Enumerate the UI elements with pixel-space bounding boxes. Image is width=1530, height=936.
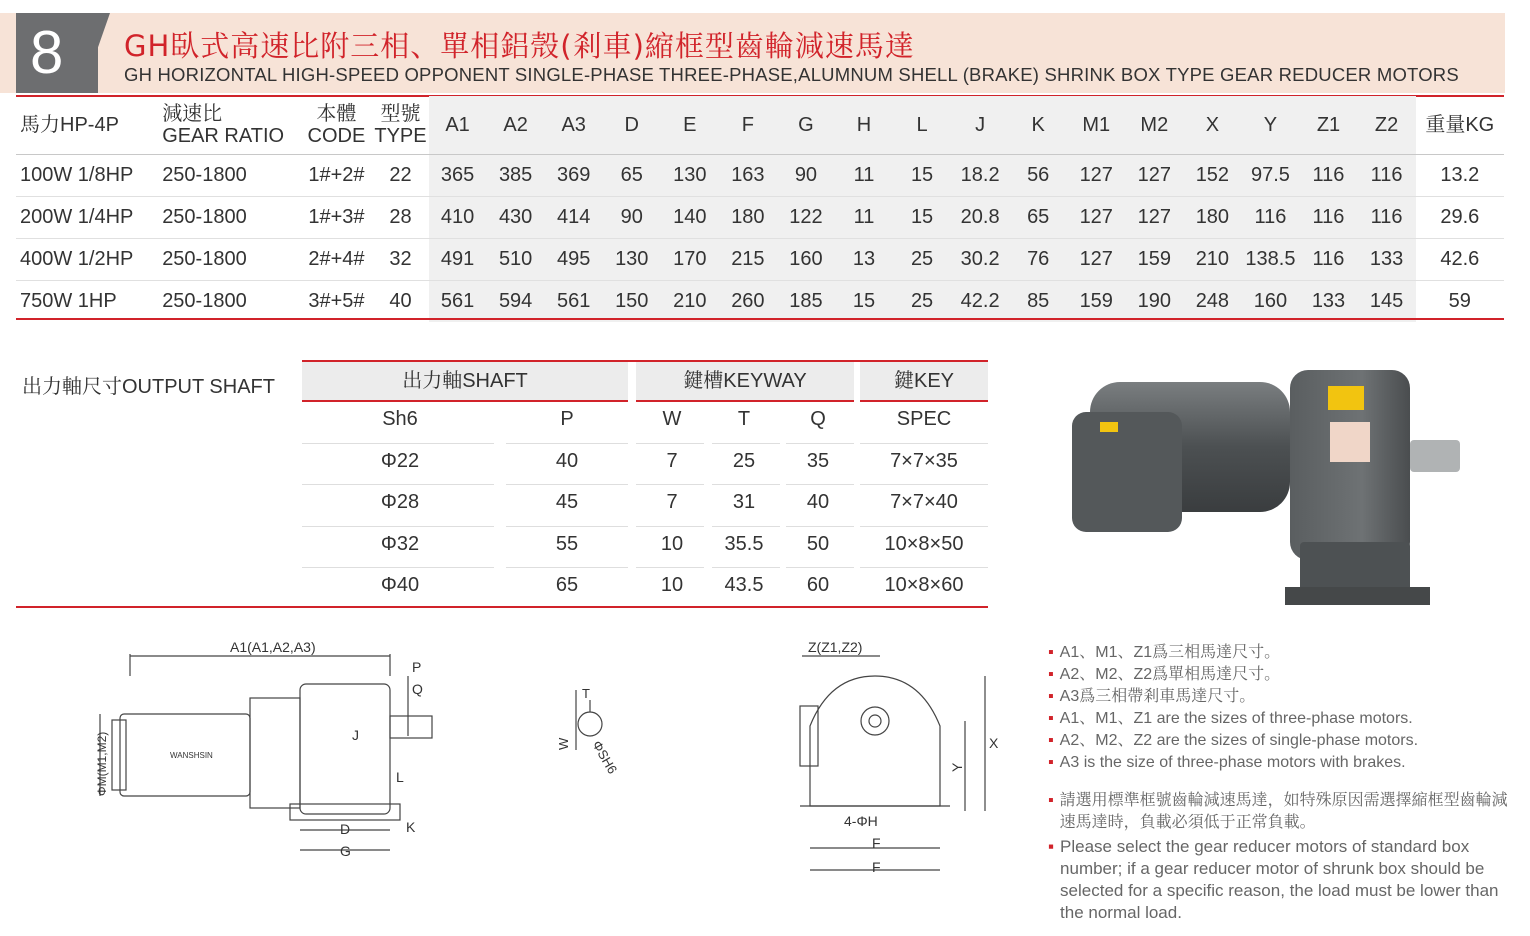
cell-dim: 180 xyxy=(1183,197,1241,239)
shaft-cell: 35.5 xyxy=(724,532,764,555)
shaft-cell: 40 xyxy=(555,449,579,472)
cell-dim: 127 xyxy=(1067,239,1125,281)
cell-dim: 510 xyxy=(487,239,545,281)
row-separator xyxy=(860,443,988,444)
spec-table xyxy=(16,96,1504,322)
shaft-cell: 7 xyxy=(666,491,678,513)
shaft-col-header: SPEC xyxy=(896,408,952,430)
col-d: D xyxy=(603,96,661,155)
cell-dim: 594 xyxy=(487,281,545,323)
cell-dim: 65 xyxy=(603,155,661,197)
row-separator xyxy=(506,484,628,485)
dim-g-label: G xyxy=(340,843,351,859)
product-photo xyxy=(1060,362,1460,622)
cell-dim: 116 xyxy=(1299,155,1357,197)
row-separator xyxy=(786,443,854,444)
brand-label: WANSHSIN xyxy=(170,751,213,760)
col-x: X xyxy=(1183,96,1241,155)
front-view-drawing xyxy=(790,636,1000,878)
dim-h-label: 4-ΦH xyxy=(844,813,878,829)
cell-ratio: 250-1800 xyxy=(158,197,300,239)
cell-code: 1#+3# xyxy=(300,197,372,239)
row-separator xyxy=(712,526,780,527)
cell-dim: 159 xyxy=(1125,239,1183,281)
cell-dim: 163 xyxy=(719,155,777,197)
cell-dim: 127 xyxy=(1067,197,1125,239)
col-a1: A1 xyxy=(429,96,487,155)
cell-dim: 122 xyxy=(777,197,835,239)
cell-type: 40 xyxy=(372,281,428,323)
shaft-cell: 7×7×35 xyxy=(890,449,958,472)
cell-dim: 20.8 xyxy=(951,197,1009,239)
cell-ratio: 250-1800 xyxy=(158,281,300,323)
cell-dim: 210 xyxy=(1183,239,1241,281)
cell-dim: 127 xyxy=(1067,155,1125,197)
note-line: ▪ A2、M2、Z2爲單相馬達尺寸。 xyxy=(1048,666,1281,683)
shaft-cell: 7 xyxy=(666,449,678,472)
dim-k-label: K xyxy=(406,819,416,835)
col-type: 型號 TYPE xyxy=(374,103,427,147)
note-para-en: ▪ Please select the gear reducer motors of standard box number; if a gear reducer motor of shrunk box should be selected for a specific reason, the load must be lower than the normal load. xyxy=(1048,837,1499,922)
row-separator xyxy=(712,567,780,568)
title-cn: GH臥式高速比附三相、單相鋁殼(剎車)縮框型齒輪減速馬達 xyxy=(124,29,915,63)
note-line: ▪ A1、M1、Z1爲三相馬達尺寸。 xyxy=(1048,644,1281,661)
cell-power: 200W 1/4HP xyxy=(16,197,158,239)
cell-dim: 152 xyxy=(1183,155,1241,197)
notes-list xyxy=(1048,642,1518,774)
dim-f2-label: F xyxy=(872,859,881,875)
cell-type: 22 xyxy=(372,155,428,197)
cell-dim: 116 xyxy=(1358,155,1416,197)
shaft-cell: 45 xyxy=(555,491,579,513)
shaft-cell: 7×7×40 xyxy=(890,491,958,513)
shaft-cell: 10 xyxy=(660,574,684,596)
group-shaft: 出力軸SHAFT xyxy=(302,362,628,400)
note-line: ▪ A3爲三相帶剎車馬達尺寸。 xyxy=(1048,688,1256,705)
col-g: G xyxy=(777,96,835,155)
row-separator xyxy=(786,526,854,527)
shaft-top-rule xyxy=(302,360,988,362)
col-z1: Z1 xyxy=(1299,96,1357,155)
cell-dim: 90 xyxy=(777,155,835,197)
shaft-cell: 25 xyxy=(732,449,756,472)
col-a3: A3 xyxy=(545,96,603,155)
shaft-cell: Φ32 xyxy=(380,532,420,555)
dim-f1-label: F xyxy=(872,835,881,851)
shaft-cell: 60 xyxy=(806,574,830,596)
cell-dim: 410 xyxy=(429,197,487,239)
shaft-cell: 40 xyxy=(806,491,830,513)
shaft-col-header: Sh6 xyxy=(382,408,418,430)
cell-dim: 130 xyxy=(603,239,661,281)
cell-dim: 15 xyxy=(893,155,951,197)
cell-dim: 15 xyxy=(893,197,951,239)
row-separator xyxy=(636,484,704,485)
cell-weight: 59 xyxy=(1416,281,1504,323)
cell-power: 400W 1/2HP xyxy=(16,239,158,281)
cell-dim: 160 xyxy=(777,239,835,281)
cell-dim: 116 xyxy=(1358,197,1416,239)
table-row xyxy=(16,281,1504,323)
cell-dim: 160 xyxy=(1241,281,1299,323)
cell-dim: 25 xyxy=(893,281,951,323)
row-separator xyxy=(302,526,494,527)
shaft-cell: 10×8×60 xyxy=(884,574,964,596)
cell-dim: 495 xyxy=(545,239,603,281)
dim-a-label: A1(A1,A2,A3) xyxy=(230,639,316,655)
row-separator xyxy=(786,484,854,485)
col-j: J xyxy=(951,96,1009,155)
col-power: 馬力HP-4P xyxy=(20,114,119,136)
note-line: ▪ A1、M1、Z1 are the sizes of three-phase motors. xyxy=(1048,710,1413,727)
cell-dim: 18.2 xyxy=(951,155,1009,197)
dim-w-label: W xyxy=(556,737,571,750)
cell-dim: 215 xyxy=(719,239,777,281)
cell-dim: 85 xyxy=(1009,281,1067,323)
col-weight: 重量KG xyxy=(1425,114,1495,136)
cell-power: 100W 1/8HP xyxy=(16,155,158,197)
cell-dim: 90 xyxy=(603,197,661,239)
cell-ratio: 250-1800 xyxy=(158,155,300,197)
shaft-cell: 50 xyxy=(806,532,830,555)
col-m2: M2 xyxy=(1125,96,1183,155)
table-row xyxy=(16,155,1504,197)
table-row xyxy=(16,197,1504,239)
cell-dim: 42.2 xyxy=(951,281,1009,323)
shaft-col-header: T xyxy=(737,408,751,430)
title-en: GH HORIZONTAL HIGH-SPEED OPPONENT SINGLE-PHASE THREE-PHASE,ALUMNUM SHELL (BRAKE) SHRINK BOX TYPE GEAR REDUCER MOTORS xyxy=(124,64,1459,85)
shaft-col-header: P xyxy=(560,408,574,430)
row-separator xyxy=(786,567,854,568)
col-y: Y xyxy=(1241,96,1299,155)
row-separator xyxy=(506,567,628,568)
cell-dim: 116 xyxy=(1299,239,1357,281)
col-code: 本體 CODE xyxy=(307,103,366,147)
dim-t-label: T xyxy=(582,686,590,701)
table-header-row xyxy=(16,96,1504,155)
note-line: ▪ A3 is the size of three-phase motors with brakes. xyxy=(1048,754,1406,771)
cell-dim: 76 xyxy=(1009,239,1067,281)
col-e: E xyxy=(661,96,719,155)
shaft-cell: 35 xyxy=(806,449,830,472)
table-bottom-rule xyxy=(16,318,1504,320)
cell-dim: 430 xyxy=(487,197,545,239)
col-h: H xyxy=(835,96,893,155)
shaft-group-rule xyxy=(302,400,628,402)
shaft-col-header: Q xyxy=(810,408,826,430)
cell-dim: 97.5 xyxy=(1241,155,1299,197)
cell-power: 750W 1HP xyxy=(16,281,158,323)
cell-dim: 561 xyxy=(545,281,603,323)
cell-dim: 13 xyxy=(835,239,893,281)
shaft-cell: 10 xyxy=(660,532,684,555)
col-m1: M1 xyxy=(1067,96,1125,155)
cell-dim: 140 xyxy=(661,197,719,239)
row-separator xyxy=(636,526,704,527)
shaft-cell: Φ40 xyxy=(380,574,420,596)
row-separator xyxy=(860,567,988,568)
dim-y-label: Y xyxy=(949,762,965,772)
dim-j-label: J xyxy=(352,727,359,743)
cell-dim: 414 xyxy=(545,197,603,239)
cell-dim: 170 xyxy=(661,239,719,281)
cell-dim: 11 xyxy=(835,155,893,197)
row-separator xyxy=(712,443,780,444)
row-separator xyxy=(636,567,704,568)
header-slash xyxy=(70,13,110,93)
cell-dim: 491 xyxy=(429,239,487,281)
col-a2: A2 xyxy=(487,96,545,155)
cell-weight: 42.6 xyxy=(1416,239,1504,281)
row-separator xyxy=(712,484,780,485)
cell-dim: 180 xyxy=(719,197,777,239)
cell-code: 2#+4# xyxy=(300,239,372,281)
keyway-group-rule xyxy=(636,400,854,402)
row-separator xyxy=(636,443,704,444)
cell-dim: 65 xyxy=(1009,197,1067,239)
shaft-cell: Φ22 xyxy=(380,449,420,472)
section-number: 8 xyxy=(30,19,64,86)
table-row xyxy=(16,239,1504,281)
key-group-rule xyxy=(860,400,988,402)
cell-dim: 127 xyxy=(1125,155,1183,197)
shaft-cell: 43.5 xyxy=(724,574,764,596)
shaft-cell: 65 xyxy=(555,574,579,596)
cell-dim: 210 xyxy=(661,281,719,323)
cell-dim: 116 xyxy=(1241,197,1299,239)
cell-dim: 385 xyxy=(487,155,545,197)
col-z2: Z2 xyxy=(1358,96,1416,155)
cell-dim: 116 xyxy=(1299,197,1357,239)
cell-dim: 369 xyxy=(545,155,603,197)
cell-dim: 25 xyxy=(893,239,951,281)
row-separator xyxy=(506,526,628,527)
cell-dim: 159 xyxy=(1067,281,1125,323)
group-keyway: 鍵槽KEYWAY xyxy=(636,362,854,400)
cell-ratio: 250-1800 xyxy=(158,239,300,281)
dim-m-label: ΦM(M1,M2) xyxy=(95,731,109,796)
cell-dim: 56 xyxy=(1009,155,1067,197)
cell-dim: 127 xyxy=(1125,197,1183,239)
row-separator xyxy=(860,526,988,527)
note-line: ▪ A2、M2、Z2 are the sizes of single-phase motors. xyxy=(1048,732,1419,749)
side-view-drawing xyxy=(90,636,450,866)
cell-dim: 30.2 xyxy=(951,239,1009,281)
shaft-cell: 31 xyxy=(732,491,756,513)
shaft-section-drawing xyxy=(548,680,638,790)
col-k: K xyxy=(1009,96,1067,155)
cell-weight: 13.2 xyxy=(1416,155,1504,197)
dim-q-label: Q xyxy=(412,681,423,697)
cell-dim: 11 xyxy=(835,197,893,239)
shaft-bottom-rule xyxy=(16,606,988,608)
row-separator xyxy=(302,567,494,568)
cell-dim: 138.5 xyxy=(1241,239,1299,281)
dim-sh-label: ΦSH6 xyxy=(589,738,621,777)
cell-weight: 29.6 xyxy=(1416,197,1504,239)
cell-code: 1#+2# xyxy=(300,155,372,197)
shaft-cell: 55 xyxy=(555,532,579,555)
cell-dim: 561 xyxy=(429,281,487,323)
cell-dim: 130 xyxy=(661,155,719,197)
dim-x-label: X xyxy=(989,735,999,751)
cell-dim: 190 xyxy=(1125,281,1183,323)
cell-code: 3#+5# xyxy=(300,281,372,323)
cell-dim: 145 xyxy=(1358,281,1416,323)
dim-d-label: D xyxy=(340,821,351,837)
cell-type: 32 xyxy=(372,239,428,281)
cell-dim: 185 xyxy=(777,281,835,323)
cell-dim: 260 xyxy=(719,281,777,323)
shaft-cell: 10×8×50 xyxy=(884,532,964,555)
shaft-col-header: W xyxy=(662,408,682,430)
dim-z-label: Z(Z1,Z2) xyxy=(808,639,863,655)
shaft-table-title: 出力軸尺寸OUTPUT SHAFT xyxy=(22,376,275,398)
col-f: F xyxy=(719,96,777,155)
shaft-cell: Φ28 xyxy=(380,491,420,513)
group-key: 鍵KEY xyxy=(860,362,988,400)
dim-l-label: L xyxy=(396,769,404,785)
col-ratio: 減速比 GEAR RATIO xyxy=(162,103,285,147)
col-l: L xyxy=(893,96,951,155)
row-separator xyxy=(302,484,494,485)
note-para-cn: ▪ 請選用標準框號齒輪減速馬達，如特殊原因需選擇縮框型齒輪減速馬達時，負載必須低于正常負載。 xyxy=(1048,792,1508,831)
row-separator xyxy=(506,443,628,444)
cell-type: 28 xyxy=(372,197,428,239)
cell-dim: 248 xyxy=(1183,281,1241,323)
row-separator xyxy=(302,443,494,444)
cell-dim: 133 xyxy=(1299,281,1357,323)
cell-dim: 365 xyxy=(429,155,487,197)
cell-dim: 133 xyxy=(1358,239,1416,281)
dim-p-label: P xyxy=(412,659,422,675)
cell-dim: 150 xyxy=(603,281,661,323)
row-separator xyxy=(860,484,988,485)
cell-dim: 15 xyxy=(835,281,893,323)
